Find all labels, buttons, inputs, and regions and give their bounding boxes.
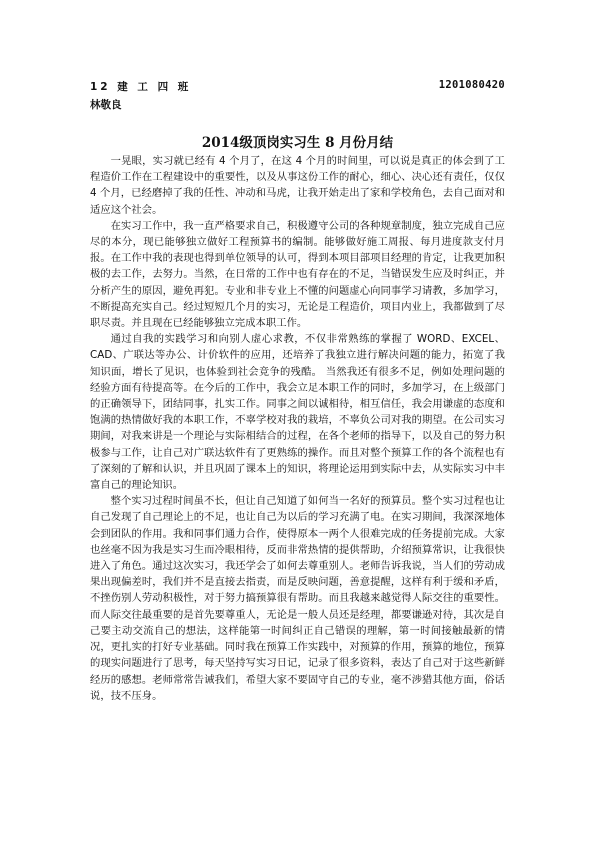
class-name: 12 建 工 四 班 (90, 81, 192, 93)
paragraph: 通过自我的实践学习和向别人虚心求教，不仅非常熟练的掌握了 WORD、EXCEL、CAD、广联达等办公、计价软件的应用，还培养了我独立进行解决问题的能力，拓宽了我知识面，增长了见识，也体验到社会竞争的残酷。 当然我还有很多不足，例如处理问题的经验方面有待提高等。在今后的工作中，我会立足本职工作的同时，多加学习，在上级部门的正确领导下，团结同事，扎实工作。同事之间以诚相待，相互信任，我会用谦虚的态度和饱满的热情做好我的本职工作，不辜学校对我的栽培，不辜负公司对我的期望。在公司实习期间，对我来讲是一个理论与实际相结合的过程，在各个老师的指导下，以及自己的努力积极参与工作，让自己对广联达软件有了更熟练的操作。而且对整个预算工作的各个流程也有了深刻的了解和认识，并且巩固了课本上的知识，将理论运用到实际中去，从实际实习中丰富自己的理论知识。 (90, 333, 505, 492)
document-body (90, 153, 505, 704)
paragraph: 整个实习过程时间虽不长，但让自己知道了如何当一名好的预算员。整个实习过程也让自己发现了自己理论上的不足，也让自己为以后的学习充满了电。在实习期间，我深深地体会到团队的作用。我和同事们通力合作，使得原本一两个人很难完成的任务提前完成。大家也丝毫不因为我是实习生而冷眼相待，反而非常热情的提供帮助，介绍预算常识，让我很快进入了角色。通过这次实习，我还学会了如何去尊重别人。老师告诉我说，当人们的劳动成果出现偏差时，我们并不是直接去指责，而是反映问题，善意提醒，这样有利于缓和矛盾，不挫伤别人劳动积极性，对于努力搞预算很有帮助。而且我越来越觉得人际交往的重要性。而人际交往最重要的是首先要尊重人，无论是一般人员还是经理，都要谦逊对待，其次是自己要主动交流自己的想法，这样能第一时间纠正自己错误的理解，第一时间接触最新的情况，更扎实的打好专业基础。同时我在预算工作实践中，对预算的作用，预算的地位，预算的现实问题进行了思考，每天坚持写实习日记，记录了很多资料，表达了自己对于这些新鲜经历的感想。老师常常告诫我们，希望大家不要固守自己的专业，毫不涉猎其他方面，俗话说，技不压身。 (90, 495, 505, 702)
student-id: 1201080420 (438, 79, 505, 91)
paragraph: 在实习工作中，我一直严格要求自己，积极遵守公司的各种规章制度，独立完成自己应尽的本分，现已能够独立做好工程预算书的编制。能够做好施工周报、每月进度款支付月报。在工作中我的表现也得到单位领导的认可，得到本项目部项目经理的肯定，让我更加积极的去工作，去努力。当然，在日常的工作中也有存在的不足，当错误发生应及时纠正，并分析产生的原因，避免再犯。专业和非专业上不懂的问题虚心向同事学习请教，多加学习，不断提高充实自己。经过短短几个月的实习，无论是工程造价，项目内业上，我都做到了尽职尽责。并且现在已经能够独立完成本职工作。 (90, 219, 505, 330)
paragraph: 一晃眼，实习就已经有 4 个月了，在这 4 个月的时间里，可以说是真正的体会到了工程造价工作在工程建设中的重要性，以及从事这份工作的耐心，细心、决心还有责任，仅仅 4 个月，已经磨掉了我的任性、冲动和马虎，让我开始走出了家和学校角色，去自己面对和适应这个社会。 (90, 155, 505, 216)
author-name: 林敬良 (90, 99, 122, 111)
document-title: 2014级顶岗实习生 8 月份月结 (201, 135, 394, 151)
header-row (90, 79, 505, 93)
